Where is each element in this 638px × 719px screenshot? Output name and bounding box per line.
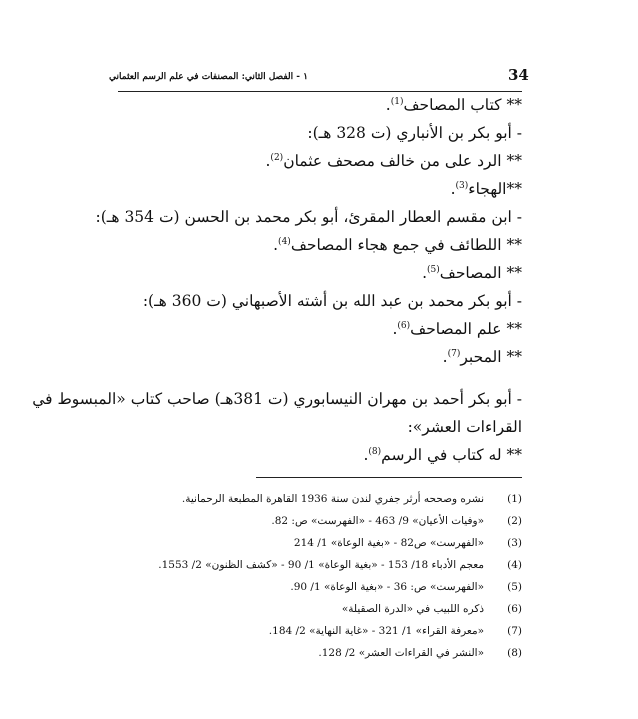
body-line: ** المصاحف$^{(5)}$.	[422, 264, 522, 282]
body-line: ** المحبر$^{(7)}$.	[442, 348, 522, 366]
body-line: ** الرد على من خالف مصحف عثمان$^{(2)}$.	[265, 152, 522, 170]
footnote-text: نشره وصححه أرثر جفري لندن سنة 1936 القاهرة المطبعة الرحمانية.	[181, 493, 484, 505]
footnote	[294, 537, 522, 549]
footnote-number: (7)	[507, 625, 522, 637]
footnote-ref: (1)	[390, 96, 404, 107]
footnote	[158, 559, 522, 571]
footnote	[318, 647, 522, 659]
body-line: ** اللطائف في جمع هجاء المصاحف$^{(4)}$.	[273, 236, 522, 254]
footnote-ref: (2)	[270, 152, 284, 163]
body-line: القراءات العشر»:	[407, 418, 522, 436]
footnote-number: (2)	[507, 515, 522, 527]
footnote-number: (5)	[507, 581, 522, 593]
footnote-number: (8)	[507, 647, 522, 659]
header-rule	[118, 91, 522, 92]
footnote-text: «الفهرست» ص82 - «بغية الوعاة» 1/ 214	[293, 537, 484, 549]
footnote-text: «النشر في القراءات العشر» 2/ 128.	[318, 647, 484, 659]
footnote-text: «الفهرست» ص: 36 - «بغية الوعاة» 1/ 90.	[290, 581, 484, 593]
body-line: ** علم المصاحف$^{(6)}$.	[392, 320, 522, 338]
body-line: **الهجاء$^{(3)}$.	[450, 180, 522, 198]
footnote-ref: (5)	[427, 264, 440, 275]
footnote	[271, 515, 522, 527]
footnote	[269, 625, 522, 637]
footnote-text: «وفيات الأعيان» 9/ 463 - «الفهرست» ص: 82.	[271, 515, 484, 527]
footnote	[290, 581, 522, 593]
footnote	[182, 493, 522, 505]
footnote-ref: (4)	[278, 236, 291, 247]
body-line: - ابن مقسم العطار المقرئ، أبو بكر محمد بن الحسن (ت 354 هـ):	[95, 208, 522, 226]
body-line: - أبو بكر محمد بن عبد الله بن أشته الأصبهاني (ت 360 هـ):	[142, 292, 522, 310]
body-line: ** له كتاب في الرسم$^{(8)}$.	[363, 446, 522, 464]
footnote-ref: (8)	[368, 446, 382, 457]
footnote	[342, 603, 522, 615]
footnote-number: (1)	[507, 493, 522, 505]
footnote-number: (4)	[507, 559, 522, 571]
footnote-text: «معرفة القراء» 1/ 321 - «غاية النهاية» 2/ 184.	[268, 625, 484, 637]
running-head: ١ - الفصل الثاني: المصنفات في علم الرسم العثماني	[109, 72, 308, 82]
footnote-rule	[256, 477, 522, 478]
footnote-ref: (7)	[447, 348, 461, 359]
footnote-text: معجم الأدباء 18/ 153 - «بغية الوعاة» 1/ 90 - «كشف الظنون» 2/ 1553.	[158, 559, 484, 571]
footnote-number: (6)	[507, 603, 522, 615]
footnote-ref: (6)	[397, 320, 411, 331]
body-line: ** كتاب المصاحف$^{(1)}$.	[385, 96, 522, 114]
footnote-number: (3)	[507, 537, 522, 549]
body-line: - أبو بكر بن الأنباري (ت 328 هـ):	[307, 124, 522, 142]
footnote-ref: (3)	[455, 180, 469, 191]
page-number: 34	[508, 66, 529, 84]
body-line: - أبو بكر أحمد بن مهران النيسابوري (ت 381هـ) صاحب كتاب «المبسوط في	[32, 390, 522, 408]
footnote-text: ذكره اللبيب في «الدرة الصقيلة»	[341, 603, 484, 615]
